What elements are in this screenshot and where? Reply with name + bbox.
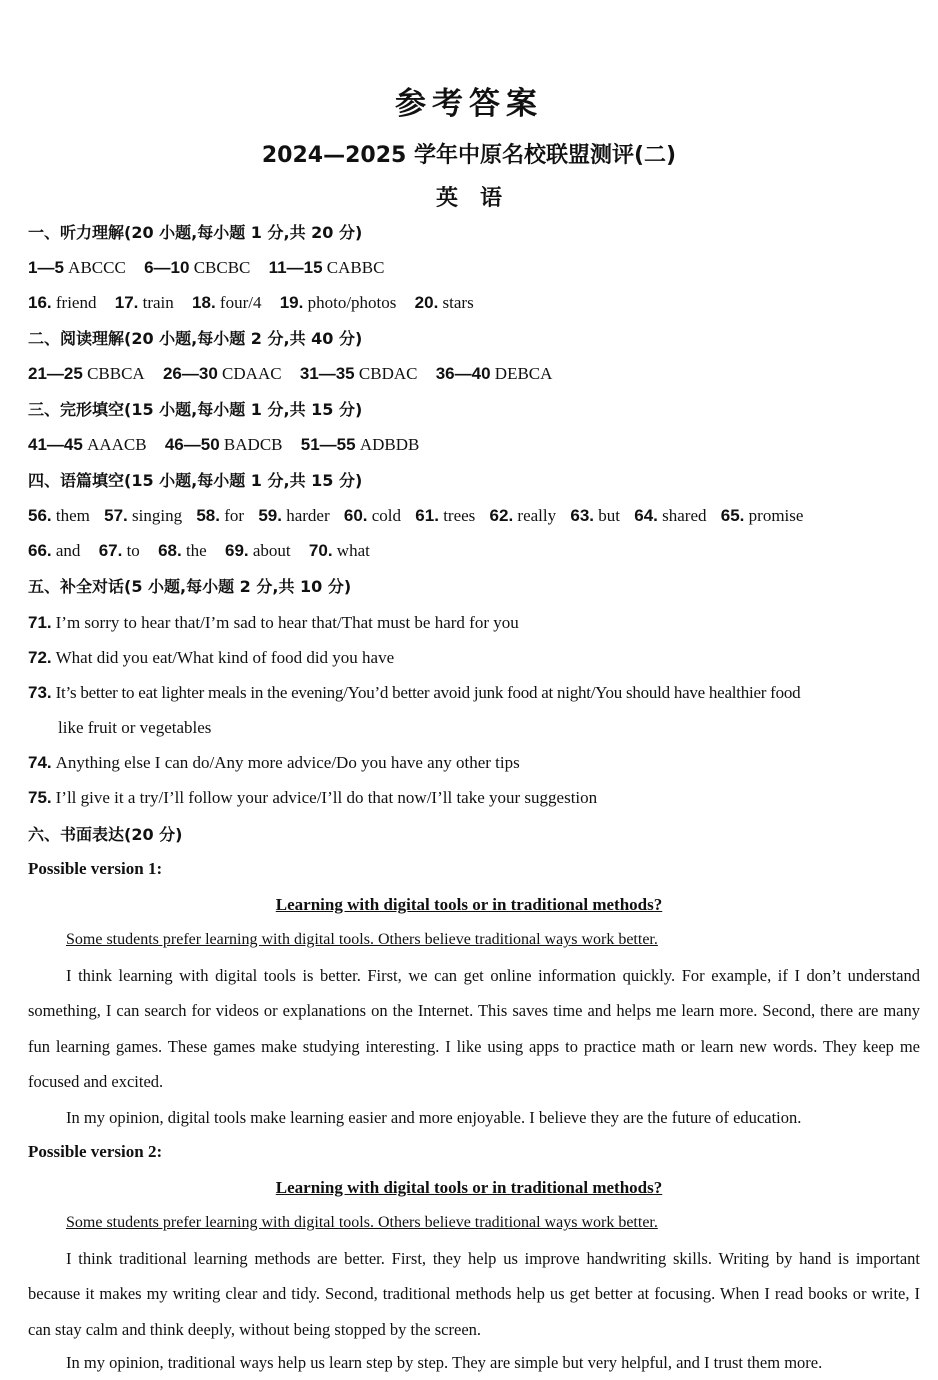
question-number: 68. <box>158 541 182 560</box>
answer-group <box>28 540 80 562</box>
answer-value: singing <box>132 506 183 525</box>
answer-group <box>258 505 329 527</box>
dialogue-item <box>28 605 923 640</box>
question-number: 70. <box>308 541 333 560</box>
answer-value: AAACB <box>87 435 147 454</box>
answer-value: It’s better to eat lighter meals in the evening/You’d better avoid junk food at night/You should have healthier food <box>55 683 801 702</box>
question-range: 51—55 <box>300 435 356 454</box>
answer-group <box>301 434 420 456</box>
page-title: 参考答案 <box>395 86 543 122</box>
answer-group <box>721 505 804 527</box>
essay-2-paragraph-2: In my opinion, traditional ways help us learn step by step. They are simple but very helpful, and I trust them more. <box>66 1353 823 1372</box>
answer-group <box>163 363 282 385</box>
answer-value: to <box>126 541 140 560</box>
answer-group <box>144 257 250 279</box>
answer-value: CABBC <box>326 258 385 277</box>
answer-value: them <box>55 506 90 525</box>
answer-value: cold <box>371 506 402 525</box>
answer-value: CBBCA <box>87 364 145 383</box>
answer-group <box>225 540 291 562</box>
question-number: 59. <box>258 506 282 525</box>
answer-value: what <box>336 541 370 560</box>
section-heading-cloze: 三、完形填空(15 小题,每小题 1 分,共 15 分) <box>28 400 363 419</box>
answer-value: What did you eat/What kind of food did you have <box>55 648 395 667</box>
answer-group <box>28 505 90 527</box>
answer-group <box>28 434 147 456</box>
answer-value: shared <box>662 506 707 525</box>
answer-value: for <box>224 506 245 525</box>
answer-value: photo/photos <box>307 293 397 312</box>
passage-row-1 <box>28 505 803 527</box>
question-number: 56. <box>28 506 52 525</box>
question-number: 72. <box>28 648 52 667</box>
answer-group <box>99 540 140 562</box>
answer-group <box>415 292 474 314</box>
answer-value: DEBCA <box>494 364 553 383</box>
dialogue-answers <box>28 605 923 815</box>
question-number: 19. <box>279 293 304 312</box>
question-number: 71. <box>28 613 52 632</box>
question-range: 6—10 <box>144 258 190 277</box>
answer-value: really <box>517 506 557 525</box>
answer-value: but <box>598 506 620 525</box>
answer-value: about <box>252 541 291 560</box>
question-number: 63. <box>570 506 595 525</box>
passage-row-2 <box>28 540 384 562</box>
question-number: 74. <box>28 753 52 772</box>
section-heading-listening: 一、听力理解(20 小题,每小题 1 分,共 20 分) <box>28 223 363 242</box>
essay-1-paragraph-2: In my opinion, digital tools make learning easier and more enjoyable. I believe they are the future of education. <box>66 1108 802 1127</box>
question-number: 69. <box>224 541 249 560</box>
answer-value: CBCBC <box>193 258 251 277</box>
answer-group <box>634 505 706 527</box>
answer-group <box>192 292 261 314</box>
question-number: 18. <box>192 293 216 312</box>
question-number: 73. <box>28 683 52 702</box>
version-2-label: Possible version 2: <box>28 1142 163 1161</box>
essay-2-paragraph-1: I think traditional learning methods are better. First, they help us improve handwriting skills. Writing by hand is important because it makes my writing clear and tidy. Second, traditional methods help us get better at focusing. When I read books or write, I can stay calm and think deeply, without being stopped by the screen. <box>28 1249 920 1339</box>
answer-group <box>104 505 182 527</box>
answer-group <box>309 540 370 562</box>
question-number: 61. <box>415 506 439 525</box>
answer-group <box>28 292 96 314</box>
answer-group <box>28 363 145 385</box>
answer-group <box>28 257 126 279</box>
answer-value: CDAAC <box>222 364 282 383</box>
question-number: 60. <box>343 506 368 525</box>
question-number: 57. <box>104 506 128 525</box>
question-number: 65. <box>720 506 745 525</box>
cloze-row-1 <box>28 434 433 456</box>
question-number: 64. <box>634 506 658 525</box>
answer-value: BADCB <box>223 435 283 454</box>
answer-group <box>165 434 283 456</box>
answer-value: trees <box>443 506 476 525</box>
answer-value: stars <box>442 293 474 312</box>
essay-1-title: Learning with digital tools or in traditional methods? <box>275 895 663 914</box>
section-heading-passage: 四、语篇填空(15 小题,每小题 1 分,共 15 分) <box>28 471 363 490</box>
answer-group <box>344 505 401 527</box>
question-range: 26—30 <box>162 364 218 383</box>
answer-group <box>490 505 557 527</box>
question-number: 17. <box>114 293 139 312</box>
answer-value: promise <box>748 506 804 525</box>
answer-value: ADBDB <box>359 435 420 454</box>
listening-row-2 <box>28 292 488 314</box>
question-range: 46—50 <box>164 435 220 454</box>
question-range: 21—25 <box>28 364 83 383</box>
answer-group <box>115 292 174 314</box>
answer-value: I’m sorry to hear that/I’m sad to hear that/That must be hard for you <box>55 613 519 632</box>
essay-1-intro: Some students prefer learning with digital tools. Others believe traditional ways work better. <box>66 931 658 948</box>
answer-value: train <box>142 293 174 312</box>
dialogue-item <box>28 640 923 675</box>
subject-label: 英语 <box>435 186 524 211</box>
exam-subtitle: 2024—2025 学年中原名校联盟测评(二) <box>261 143 677 168</box>
answer-value: ABCCC <box>68 258 126 277</box>
reading-row-1 <box>28 363 566 385</box>
question-range: 31—35 <box>299 364 355 383</box>
section-heading-dialogue: 五、补全对话(5 小题,每小题 2 分,共 10 分) <box>28 577 352 596</box>
question-range: 1—5 <box>28 258 64 277</box>
answer-group <box>196 505 244 527</box>
answer-value: friend <box>55 293 97 312</box>
section-heading-writing: 六、书面表达(20 分) <box>28 825 183 844</box>
answer-group <box>415 505 475 527</box>
answer-value: CBDAC <box>358 364 418 383</box>
question-number: 58. <box>196 506 220 525</box>
dialogue-item <box>28 675 923 710</box>
question-number: 62. <box>489 506 514 525</box>
dialogue-item <box>28 780 923 815</box>
answer-group <box>570 505 620 527</box>
version-1-label: Possible version 1: <box>28 859 163 878</box>
question-range: 36—40 <box>435 364 491 383</box>
answer-value: and <box>55 541 81 560</box>
essay-1-paragraph-1: I think learning with digital tools is better. First, we can get online information quickly. For example, if I don’t understand something, I can search for videos or explanations on the Internet. This saves time and helps me learn more. Second, there are many fun learning games. These games make studying interesting. I like using apps to practice math or learn new words. They keep me focused and excited. <box>28 966 920 1091</box>
dialogue-item-continuation: like fruit or vegetables <box>58 718 212 737</box>
answer-value: the <box>185 541 207 560</box>
question-range: 11—15 <box>268 258 323 277</box>
answer-group <box>300 363 418 385</box>
answer-value: I’ll give it a try/I’ll follow your advice/I’ll do that now/I’ll take your suggestion <box>55 788 598 807</box>
question-number: 16. <box>28 293 52 312</box>
listening-row-1 <box>28 257 398 279</box>
answer-group <box>158 540 207 562</box>
question-number: 66. <box>28 541 52 560</box>
answer-group <box>269 257 385 279</box>
answer-value: harder <box>286 506 330 525</box>
question-range: 41—45 <box>28 435 83 454</box>
question-number: 75. <box>28 788 52 807</box>
answer-group <box>436 363 553 385</box>
question-number: 20. <box>414 293 439 312</box>
answer-value: Anything else I can do/Any more advice/Do you have any other tips <box>55 753 520 772</box>
answer-value: four/4 <box>219 293 262 312</box>
question-number: 67. <box>98 541 123 560</box>
section-heading-reading: 二、阅读理解(20 小题,每小题 2 分,共 40 分) <box>28 329 363 348</box>
essay-2-title: Learning with digital tools or in traditional methods? <box>275 1178 663 1197</box>
essay-2-intro: Some students prefer learning with digital tools. Others believe traditional ways work better. <box>66 1214 658 1231</box>
answer-group <box>280 292 397 314</box>
dialogue-item <box>28 745 923 780</box>
